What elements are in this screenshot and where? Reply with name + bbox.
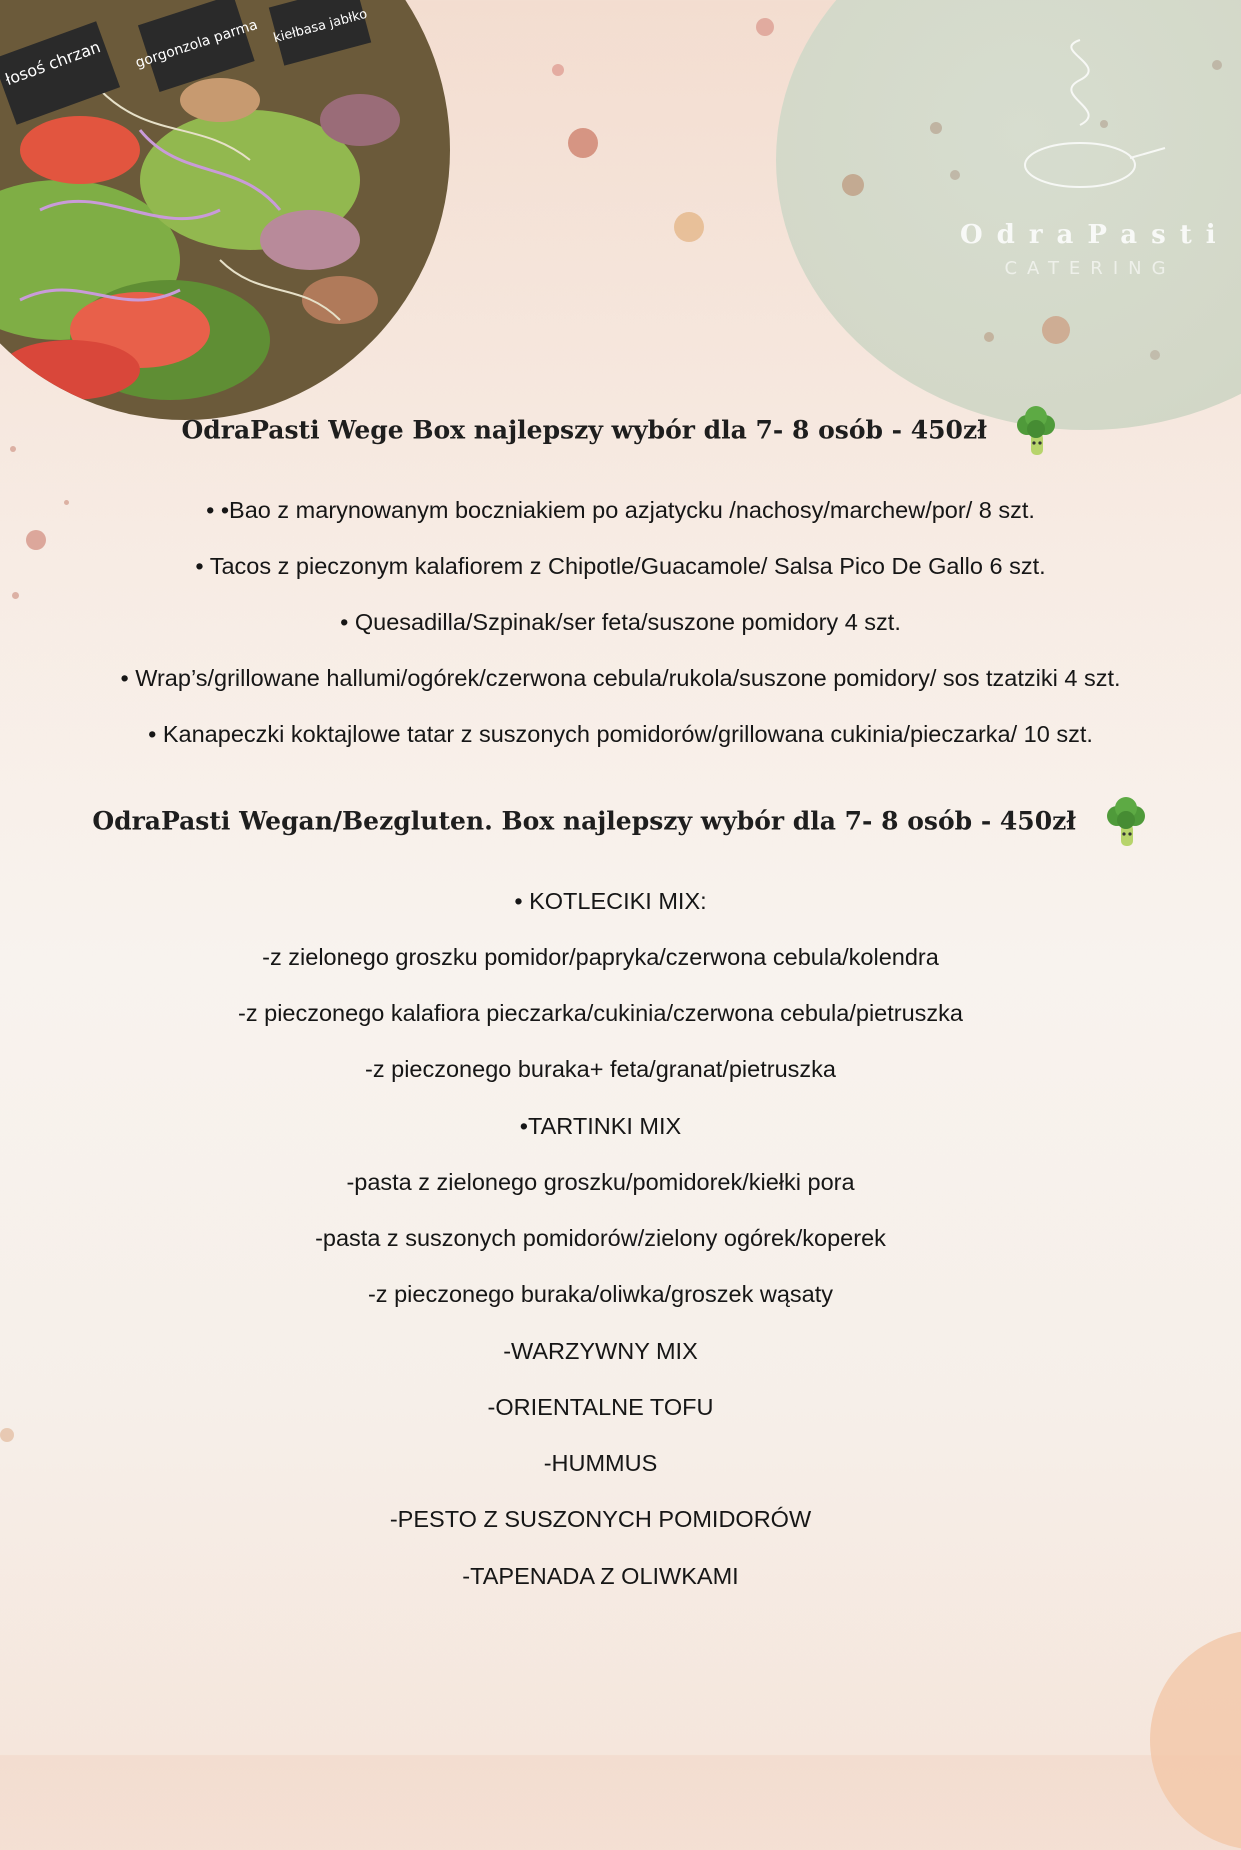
section-2-item: •TARTINKI MIX [519,1113,682,1139]
photo-label-1: łosoś chrzan [2,37,103,90]
section-1-item: • Quesadilla/Szpinak/ser feta/suszone pomidory 4 szt. [340,609,901,635]
steaming-pot-icon [1010,30,1170,210]
broccoli-icon [1013,405,1059,459]
brand-subtitle: CATERING [1004,258,1176,279]
food-platter-photo [0,0,450,420]
section-2-item: -z pieczonego buraka/oliwka/groszek wąsaty [367,1281,833,1307]
brand-logo [960,220,1230,279]
section-2-item: -z pieczonego buraka+ feta/granat/pietruszka [365,1056,836,1082]
section-2-item: -PESTO Z SUSZONYCH POMIDORÓW [389,1506,812,1532]
section-2-item: -WARZYWNY MIX [503,1338,698,1364]
broccoli-icon [1103,796,1149,850]
decorative-orange-circle [1150,1630,1241,1850]
section-1-title [0,405,1241,459]
decorative-green-circle [776,0,1241,430]
section-2-item: -pasta z suszonych pomidorów/zielony ogórek/koperek [315,1225,886,1251]
section-2-item: -HUMMUS [543,1450,658,1476]
section-1-item: • Kanapeczki koktajlowe tatar z suszonych pomidorów/grillowana cukinia/pieczarka/ 10 szt. [148,721,1093,747]
section-2-item: -TAPENADA Z OLIWKAMI [462,1563,739,1589]
section-2-item: -ORIENTALNE TOFU [487,1394,714,1420]
section-2-title [0,796,1241,850]
section-2-item: -pasta z zielonego groszku/pomidorek/kiełki pora [346,1169,855,1195]
brand-name: OdraPasti [960,220,1230,250]
photo-label-3: kiełbasa jabłko [271,6,369,47]
section-2-item: -z pieczonego kalafiora pieczarka/cukinia/czerwona cebula/pietruszka [238,1000,963,1026]
section-1-title-text: OdraPasti Wege Box najlepszy wybór dla 7- 8 osób - 450zł [181,415,987,445]
section-2-item: -z zielonego groszku pomidor/papryka/czerwona cebula/kolendra [262,944,939,970]
photo-label-2: gorgonzola parma [133,16,260,72]
section-2-item: • KOTLECIKI MIX: [514,888,707,914]
section-1-item: • •Bao z marynowanym boczniakiem po azjatycku /nachosy/marchew/por/ 8 szt. [206,497,1035,523]
section-1-item: • Wrap’s/grillowane hallumi/ogórek/czerwona cebula/rukola/suszone pomidory/ sos tzatziki 4 szt. [120,665,1121,691]
section-1-item: • Tacos z pieczonym kalafiorem z Chipotle/Guacamole/ Salsa Pico De Gallo 6 szt. [195,553,1046,579]
section-2-title-text: OdraPasti Wegan/Bezgluten. Box najlepszy wybór dla 7- 8 osób - 450zł [92,806,1076,836]
